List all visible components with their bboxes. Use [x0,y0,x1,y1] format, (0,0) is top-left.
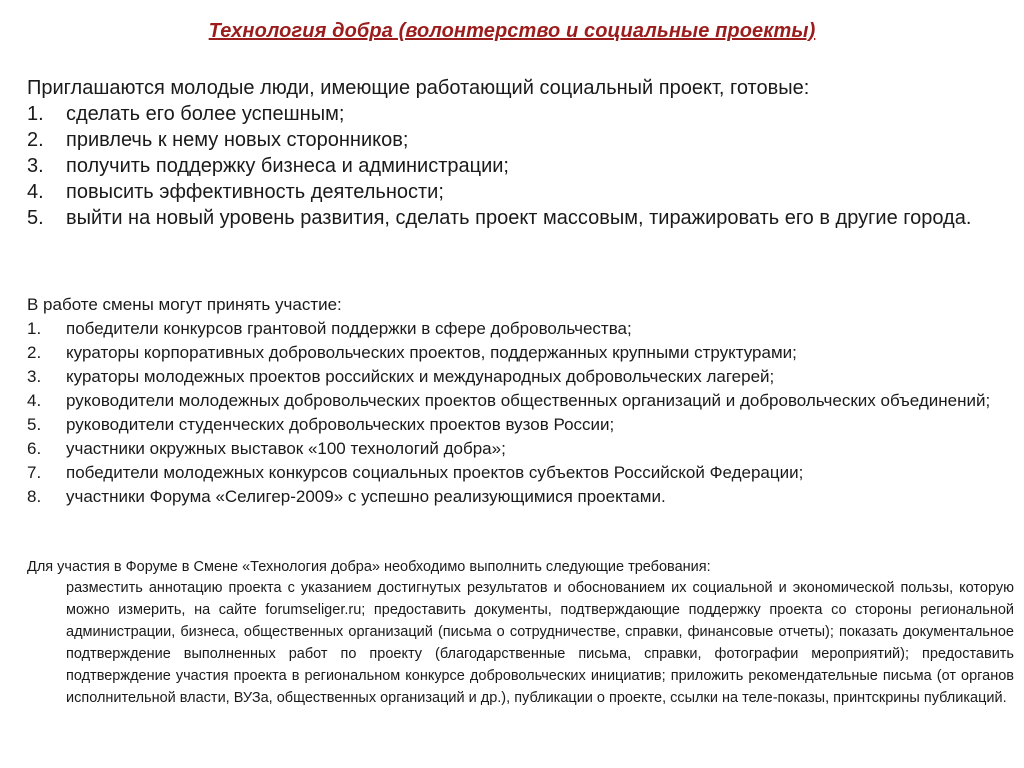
item-number: 3. [27,155,44,177]
list-item [27,341,1017,365]
list-item [27,127,1017,153]
list-item [27,101,1017,127]
participants-heading: В работе смены могут принять участие: [27,295,342,314]
item-text: участники Форума «Селигер-2009» с успешно реализующимися проектами. [66,487,666,506]
list-item [27,485,1017,509]
item-text: руководители молодежных добровольческих проектов общественных организаций и добровольческих объединений; [66,391,991,410]
requirements-heading: Для участия в Форуме в Смене «Технология добра» необходимо выполнить следующие требования: [27,559,711,575]
item-text: получить поддержку бизнеса и администрации; [66,155,509,177]
list-item [27,461,1017,485]
item-text: привлечь к нему новых сторонников; [66,129,409,151]
list-item [27,205,1017,231]
item-text: победители молодежных конкурсов социальных проектов субъектов Российской Федерации; [66,463,804,482]
item-text: руководители студенческих добровольческих проектов вузов России; [66,415,615,434]
list-item [27,389,1017,413]
list-item [27,153,1017,179]
item-text: повысить эффективность деятельности; [66,181,444,203]
list-item [27,365,1017,389]
item-text: победители конкурсов грантовой поддержки в сфере добровольчества; [66,319,632,338]
item-number: 7. [27,463,42,482]
item-number: 8. [27,487,42,506]
list-item [27,437,1017,461]
item-number: 1. [27,319,42,338]
item-number: 2. [27,129,44,151]
item-number: 5. [27,207,44,229]
slide-title: Технология добра (волонтерство и социальные проекты) [208,20,816,42]
list-item [27,179,1017,205]
item-text: сделать его более успешным; [66,103,345,125]
item-number: 4. [27,181,44,203]
item-number: 1. [27,103,44,125]
item-number: 2. [27,343,42,362]
intro-text: Приглашаются молодые люди, имеющие работающий социальный проект, готовые: [27,77,810,99]
item-text: выйти на новый уровень развития, сделать проект массовым, тиражировать его в другие города. [66,207,972,229]
list-item [27,317,1017,341]
item-number: 4. [27,391,42,410]
participants-list [27,317,1017,509]
item-number: 6. [27,439,42,458]
item-text: кураторы молодежных проектов российских и международных добровольческих лагерей; [66,367,775,386]
item-number: 3. [27,367,42,386]
item-number: 5. [27,415,42,434]
requirements-text: разместить аннотацию проекта с указанием достигнутых результатов и обоснованием их социальной и экономической пользы, которую можно измерить, на сайте forumseliger.ru; предоставить документы, подтверждающие поддержку проекта со стороны региональной администрации, бизнеса, общественных организаций (письма о сотрудничестве, справки, финансовые отчеты); показать документальное подтверждение выполненных работ по проекту (благодарственные письма, справки, фотографии мероприятий); предоставить подтверждение участия проекта в региональном конкурсе добровольческих инициатив; приложить рекомендательные письма (от органов исполнительной власти, ВУЗа, общественных организаций и др.), публикации о проекте, ссылки на теле-показы, принтскрины публикаций. [66,580,1014,706]
item-text: участники окружных выставок «100 технологий добра»; [66,439,506,458]
goals-list [27,101,1017,231]
list-item [27,413,1017,437]
item-text: кураторы корпоративных добровольческих проектов, поддержанных крупными структурами; [66,343,797,362]
